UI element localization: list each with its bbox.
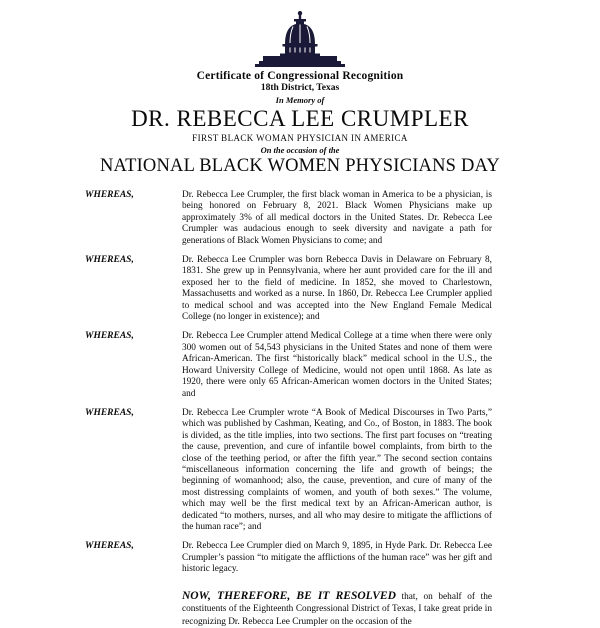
honoree-subtitle: FIRST BLACK WOMAN PHYSICIAN IN AMERICA [192,133,408,143]
whereas-clause [0,190,600,247]
clause-text: Dr. Rebecca Lee Crumpler attend Medical College at a time when there were only 300 women out of 54,543 physicians in the United States and none of them were African-American. The first “historically black” medical school in the U.S., the Howard University College of Medicine, would not open until 1868. As late as 1920, there were only 65 African-American women doctors in the United States; and [182,331,492,399]
certificate-title: Certificate of Congressional Recognition [196,70,404,82]
clause-text: Dr. Rebecca Lee Crumpler died on March 9, 1895, in Hyde Park. Dr. Rebecca Lee Crumpler’s passion “to mitigate the afflictions of the human race” was her gift and historic legacy. [182,541,492,575]
occasion-intro: On the occasion of the [260,145,340,155]
resolution-lead: NOW, THEREFORE, BE IT RESOLVED [182,589,396,602]
whereas-clause [0,408,600,533]
capitol-dome-icon [255,10,345,68]
clause-text: Dr. Rebecca Lee Crumpler, the first black woman in America to be a physician, is being honored on February 8, 2021. Black Women Physicians make up approximately 3% of all medical doctors in the United States. Dr. Rebecca Lee Crumpler was audacious enough to seek diversity and navigate a path for generations of Black Women Physicians to come; and [182,190,492,246]
certificate-header [0,0,600,177]
occasion-title: NATIONAL BLACK WOMEN PHYSICIANS DAY [100,156,500,176]
memory-line: In Memory of [275,95,325,105]
district-line: 18th District, Texas [260,83,340,93]
whereas-label: WHEREAS, [85,331,134,342]
whereas-label: WHEREAS, [85,407,134,418]
clause-text: Dr. Rebecca Lee Crumpler wrote “A Book of Medical Discourses in Two Parts,” which was published by Cashman, Keating, and Co., of Boston, in 1883. The book is divided, as the title implies, into two sections. The first part focuses on “treating the cause, prevention, and cure of infantile bowel complaints, from birth to the close of the teething period, or after the fifth year.” The second section contains “miscellaneous information concerning the life and growth of beings; the beginning of womanhood; also, the cause, prevention, and cure of many of the most distressing complaints of women, and youth of both sexes.” The volume, which may well be the first medical text by an African-American author, is dedicated “to mothers, nurses, and all who may desire to mitigate the afflictions of the human race”; and [182,407,492,532]
certificate-body [0,190,600,628]
whereas-clause [0,255,600,323]
resolution-text: that, on behalf of the constituents of the Eighteenth Congressional District of Texas, I take great pride in recognizing Dr. Rebecca Lee Crumpler on the occasion of the [182,591,493,627]
clause-text: Dr. Rebecca Lee Crumpler was born Rebecca Davis in Delaware on February 8, 1831. She grew up in Pennsylvania, where her aunt provided care for the ill and exposed her to the field of medicine. In 1852, she moved to Charlestown, Massachusetts and worked as a nurse. In 1860, Dr. Rebecca Lee Crumpler applied to medical school and was accepted into the New England Female Medical College (no longer in existence); and [182,255,492,323]
whereas-clause [0,541,600,575]
whereas-label: WHEREAS, [85,541,134,552]
resolution-paragraph [0,590,600,628]
whereas-label: WHEREAS, [85,190,134,200]
whereas-clause [0,331,600,399]
whereas-label: WHEREAS, [85,255,134,266]
honoree-name: DR. REBECCA LEE CRUMPLER [131,106,469,131]
